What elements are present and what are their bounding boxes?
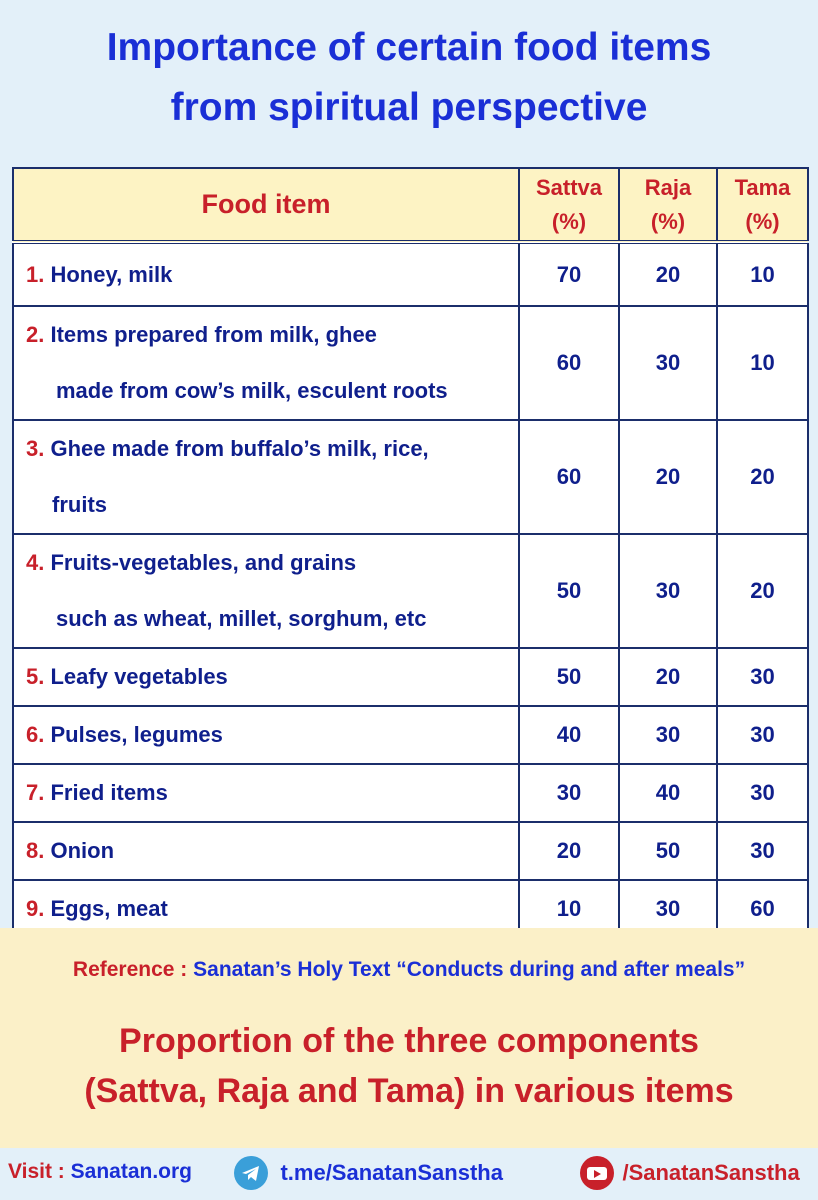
tama-value: 10 — [717, 242, 808, 306]
sattva-value: 50 — [519, 534, 619, 648]
bottom-panel — [0, 928, 818, 1148]
raja-value: 20 — [619, 242, 717, 306]
raja-value: 20 — [619, 648, 717, 706]
sattva-value: 50 — [519, 648, 619, 706]
reference-text: Sanatan’s Holy Text “Conducts during and after meals” — [193, 958, 746, 981]
food-table — [12, 167, 807, 928]
telegram-link[interactable] — [234, 1156, 503, 1190]
tama-value: 30 — [717, 706, 808, 764]
visit-url[interactable]: Sanatan.org — [70, 1160, 192, 1183]
raja-value: 30 — [619, 880, 717, 938]
header-tama: Tama (%) — [717, 168, 808, 242]
tama-value: 30 — [717, 822, 808, 880]
telegram-text: t.me/SanatanSanstha — [280, 1160, 503, 1185]
visit-label: Visit : — [8, 1160, 65, 1183]
raja-value: 30 — [619, 306, 717, 420]
table-row — [13, 534, 808, 648]
raja-value: 30 — [619, 534, 717, 648]
sattva-value: 70 — [519, 242, 619, 306]
sattva-value: 40 — [519, 706, 619, 764]
raja-value: 50 — [619, 822, 717, 880]
header-raja: Raja (%) — [619, 168, 717, 242]
page-title — [0, 18, 818, 138]
sattva-value: 20 — [519, 822, 619, 880]
youtube-icon — [580, 1156, 614, 1190]
footer — [0, 1148, 818, 1200]
sattva-value: 60 — [519, 420, 619, 534]
raja-value: 30 — [619, 706, 717, 764]
caption-line-1: Proportion of the three components — [119, 1022, 699, 1060]
telegram-icon — [234, 1156, 268, 1190]
visit-link[interactable] — [8, 1160, 192, 1184]
title-line-1: Importance of certain food items — [106, 26, 712, 69]
food-item-cell: 8. Onion — [13, 822, 519, 880]
caption — [0, 1016, 818, 1116]
food-item-cell: 1. Honey, milk — [13, 242, 519, 306]
reference-label: Reference : — [72, 958, 188, 981]
raja-value: 20 — [619, 420, 717, 534]
tama-value: 10 — [717, 306, 808, 420]
table-row — [13, 764, 808, 822]
table-row — [13, 648, 808, 706]
tama-value: 60 — [717, 880, 808, 938]
tama-value: 20 — [717, 534, 808, 648]
sattva-value: 10 — [519, 880, 619, 938]
tama-value: 20 — [717, 420, 808, 534]
youtube-text: /SanatanSanstha — [622, 1160, 800, 1185]
food-item-cell: 2. Items prepared from milk, ghee made from cow’s milk, esculent roots — [13, 306, 519, 420]
food-item-cell: 4. Fruits-vegetables, and grains such as wheat, millet, sorghum, etc — [13, 534, 519, 648]
sattva-value: 60 — [519, 306, 619, 420]
reference-line — [0, 958, 818, 982]
table-row — [13, 706, 808, 764]
table-row — [13, 242, 808, 306]
table-row — [13, 306, 808, 420]
table-row — [13, 822, 808, 880]
food-item-cell: 6. Pulses, legumes — [13, 706, 519, 764]
tama-value: 30 — [717, 764, 808, 822]
tama-value: 30 — [717, 648, 808, 706]
table-header-row — [13, 168, 808, 242]
title-line-2: from spiritual perspective — [170, 86, 648, 129]
food-item-cell: 9. Eggs, meat — [13, 880, 519, 938]
header-sattva: Sattva (%) — [519, 168, 619, 242]
table-row — [13, 420, 808, 534]
raja-value: 40 — [619, 764, 717, 822]
food-item-cell: 3. Ghee made from buffalo’s milk, rice, fruits — [13, 420, 519, 534]
sattva-value: 30 — [519, 764, 619, 822]
youtube-link[interactable] — [580, 1156, 800, 1190]
caption-line-2: (Sattva, Raja and Tama) in various items — [84, 1072, 734, 1110]
food-item-cell: 5. Leafy vegetables — [13, 648, 519, 706]
food-item-cell: 7. Fried items — [13, 764, 519, 822]
header-food-item: Food item — [13, 168, 519, 242]
